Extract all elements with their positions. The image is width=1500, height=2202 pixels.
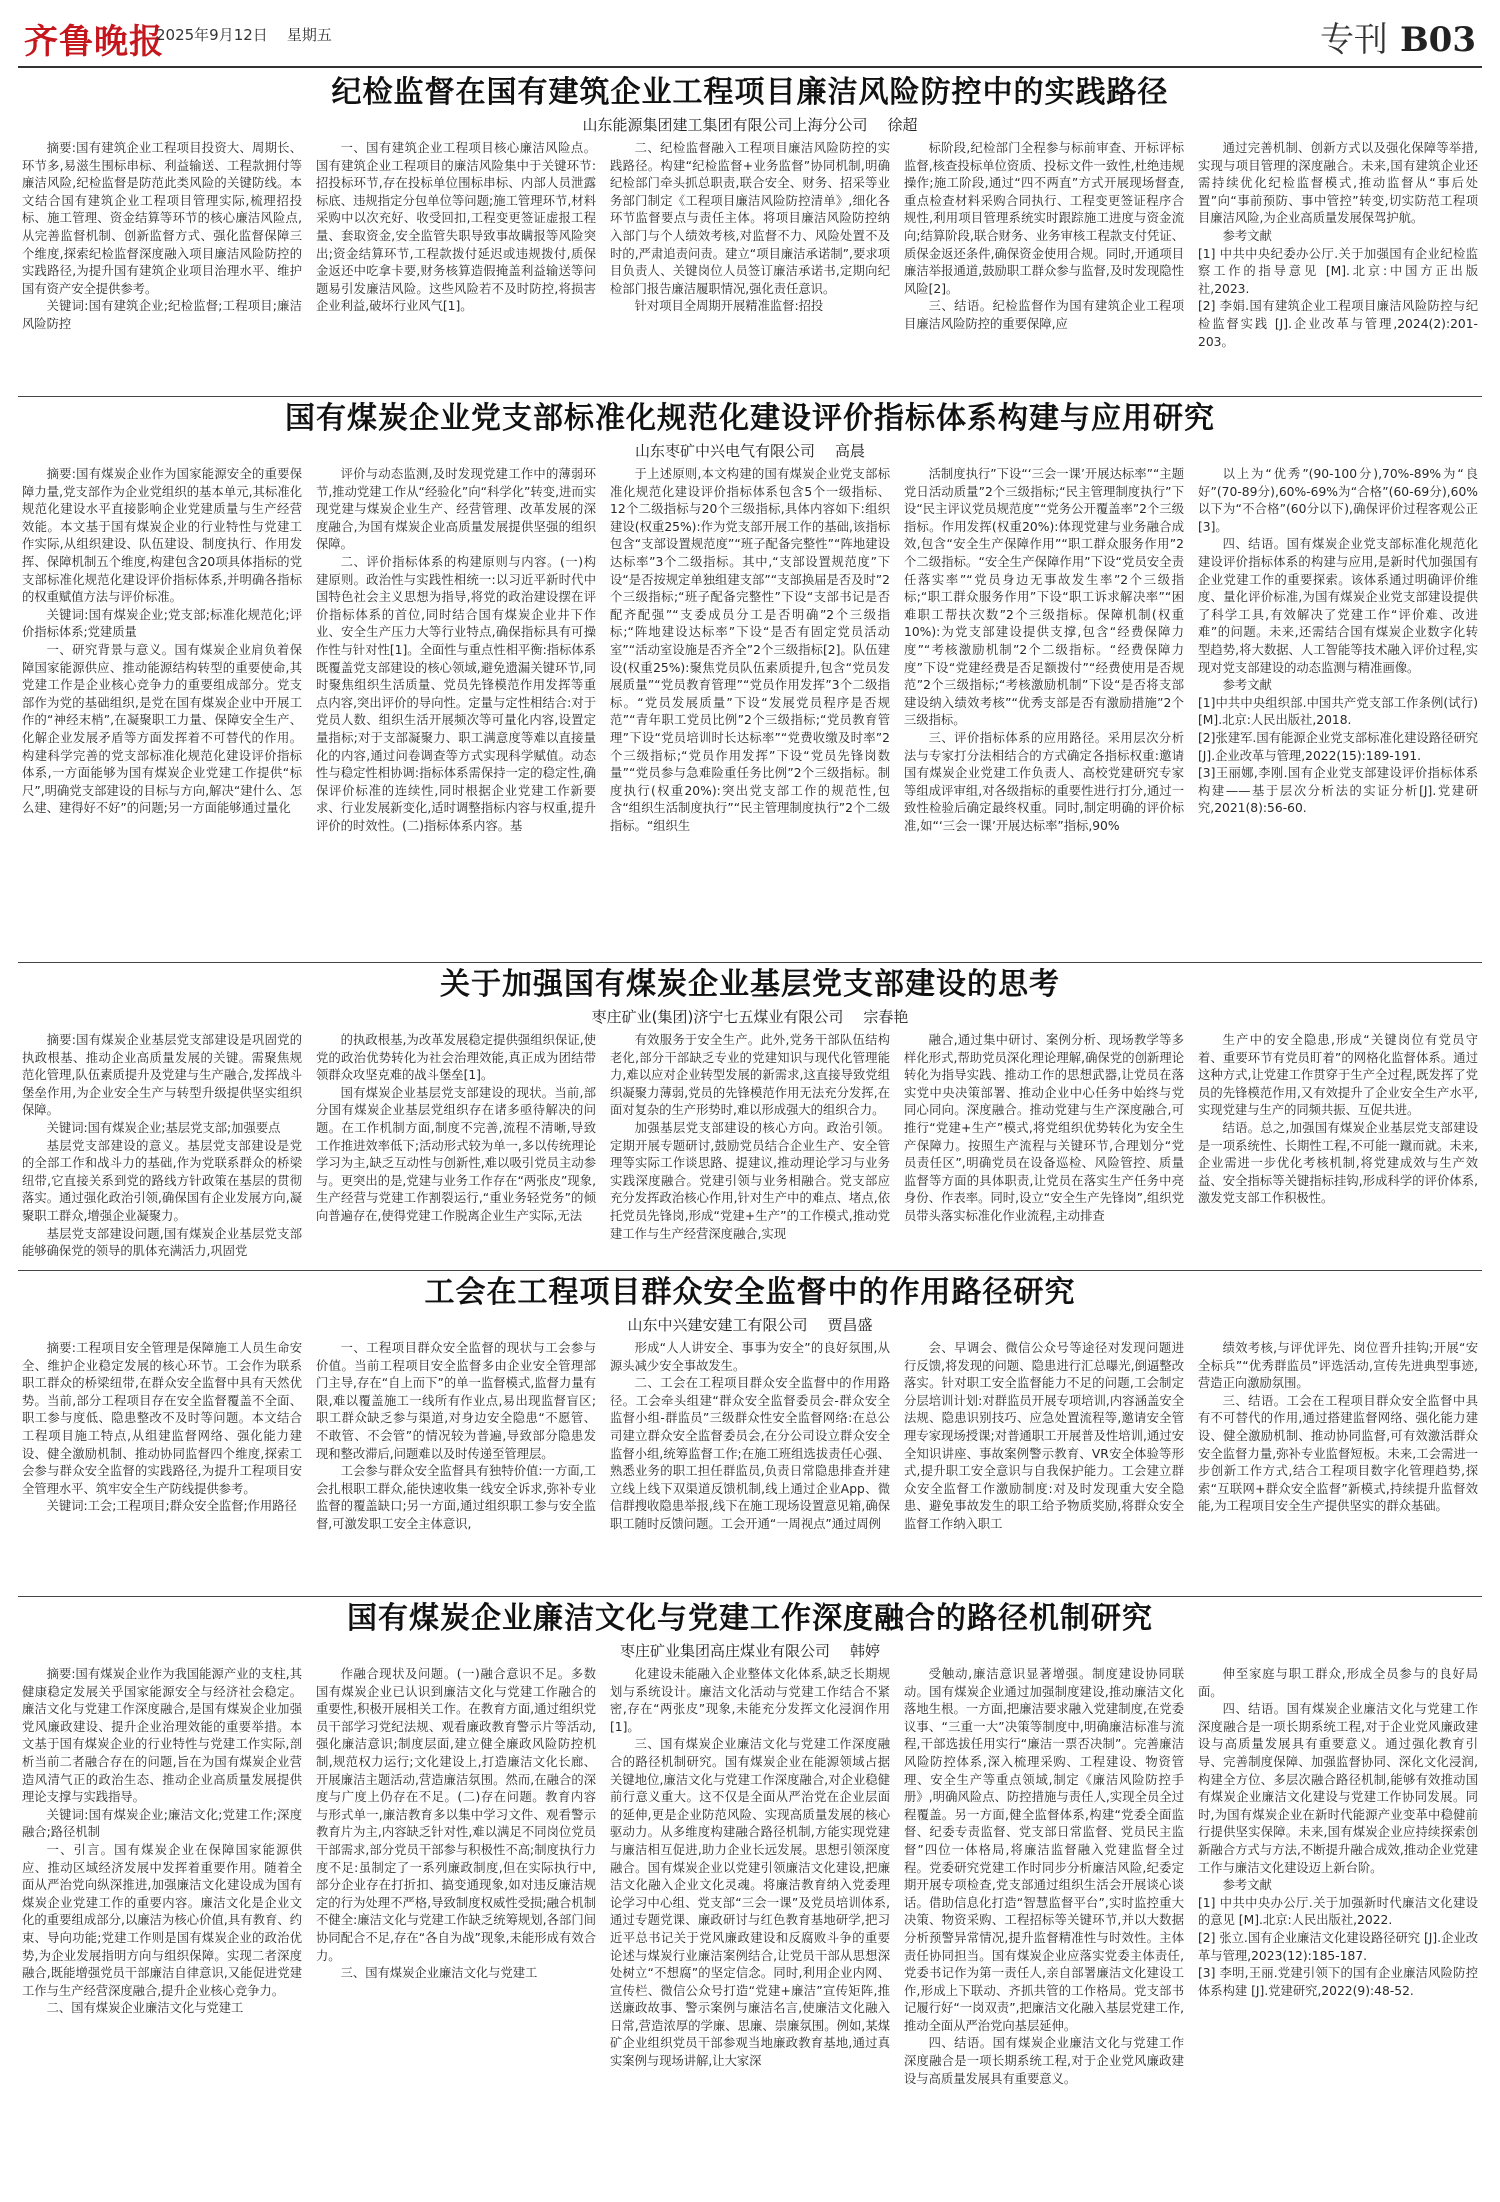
article-title: 国有煤炭企业党支部标准化规范化建设评价指标体系构建与应用研究	[285, 401, 1215, 436]
text-column	[904, 1666, 1184, 2190]
paragraph: 二、国有煤炭企业廉洁文化与党建工	[46, 2001, 244, 2016]
article-byline	[18, 440, 1482, 462]
text-column	[904, 1340, 1184, 1588]
paragraph: 针对项目全周期开展精准监督:招投	[634, 299, 824, 314]
paragraph: [3]王丽娜,李刚.国有企业党支部建设评价指标体系构建——基于层次分析法的实证分析[J].党建研究,2021(8):56-60.	[1198, 766, 1478, 816]
paragraph: 化建设未能融入企业整体文化体系,缺乏长期规划与系统设计。廉洁文化活动与党建工作结合不紧密,存在“两张皮”现象,未能充分发挥文化浸润作用[1]。	[610, 1667, 890, 1734]
author-org: 山东中兴建安建工有限公司	[627, 1316, 808, 1334]
paragraph: 于上述原则,本文构建的国有煤炭企业党支部标准化规范化建设评价指标体系包含5个一级指标、12个二级指标与20个三级指标,具体内容如下:组织建设(权重25%):作为党支部开展工作的基础,该指标包含“支部设置规范度”“班子配备完整性”“阵地建设达标率”3个二级指标。其中,“支部设置规范度”下设“是否按规定单独组建支部”“支部换届是否及时”2个三级指标;“班子配备完整性”下设“支部书记是否配齐配强”“支委成员分工是否明确”2个三级指标;“阵地建设达标率”下设“是否有固定党员活动室”“活动室设施是否齐全”2个三级指标[2]。队伍建设(权重25%):聚焦党员队伍素质提升,包含“党员发展质量”“党员教育管理”“党员作用发挥”3个二级指标。“党员发展质量”下设“发展党员程序是否规范”“青年职工党员比例”2个三级指标;“党员教育管理”下设“党员培训时长达标率”“党费收缴及时率”2个三级指标;“党员作用发挥”下设“党员先锋岗数量”“党员参与急难险重任务比例”2个三级指标。制度执行(权重20%):突出党支部工作的规范性,包含“组织生活制度执行”“民主管理制度执行”2个二级指标。“组织生	[610, 467, 890, 833]
article-4	[18, 1274, 1482, 1592]
article-1	[18, 74, 1482, 392]
paragraph: 摘要:国有建筑企业工程项目投资大、周期长、环节多,易滋生围标串标、利益输送、工程款拥付等廉洁风险,纪检监督是防范此类风险的关键防线。本文结合国有建筑企业工程项目管理实际,梳理招投标、施工管理、资金结算等环节的核心廉洁风险点,从完善监督机制、创新监督方式、强化监督保障三个维度,探索纪检监督深度融入项目廉洁风险防控的实践路径,为提升国有建筑企业项目治理水平、维护国有资产安全提供参考。	[22, 141, 302, 296]
text-column	[22, 140, 302, 388]
paragraph: 摘要:工程项目安全管理是保障施工人员生命安全、维护企业稳定发展的核心环节。工会作为联系职工群众的桥梁纽带,在群众安全监督中具有天然优势。当前,部分工程项目存在安全监督覆盖不全面、职工参与度低、隐患整改不及时等问题。本文结合工程项目施工特点,从组建监督网络、强化能力建设、健全激励机制、推动协同监督四个维度,探索工会参与群众安全监督的实践路径,为提升工程项目安全管理水平、筑牢安全生产防线提供参考。	[22, 1341, 302, 1496]
text-column	[904, 466, 1184, 956]
paragraph: [1] 中共中央办公厅.关于加强新时代廉洁文化建设的意见 [M].北京:人民出版社,2022.	[1198, 1895, 1478, 1928]
text-column	[610, 140, 890, 388]
paragraph: 活制度执行”下设“‘三会一课’开展达标率”“主题党日活动质量”2个三级指标;“民主管理制度执行”下设“民主评议党员规范度”“党务公开覆盖率”2个三级指标。作用发挥(权重20%):体现党建与业务融合成效,包含“安全生产保障作用”“职工群众服务作用”2个二级指标。“安全生产保障作用”下设“党员安全责任落实率”“党员身边无事故发生率”2个三级指标;“职工群众服务作用”下设“职工诉求解决率”“困难职工帮扶次数”2个三级指标。保障机制(权重10%):为党支部建设提供支撑,包含“经费保障力度”“考核激励机制”2个二级指标。“经费保障力度”下设“党建经费是否足额拨付”“经费使用是否规范”2个三级指标;“考核激励机制”下设“是否将支部建设纳入绩效考核”“优秀支部是否有激励措施”2个三级指标。	[904, 467, 1184, 728]
article-5	[18, 1600, 1482, 2194]
paragraph: 融合,通过集中研讨、案例分析、现场教学等多样化形式,帮助党员深化理论理解,确保党的创新理论转化为指导实践、推动工作的思想武器,让党员在落实党中央决策部署、推动企业中心任务中始终与党同心同向。深度融合。推动党建与生产深度融合,可推行“党建+生产”模式,将党组织优势转化为安全生产保障力。按照生产流程与关键环节,合理划分“党员责任区”,明确党员在设备巡检、风险管控、质量监督等方面的具体职责,让党员在落实生产任务中亮身份、作表率。同时,设立“安全生产先锋岗”,组织党员带头落实标准化作业流程,主动排查	[904, 1033, 1184, 1223]
paragraph: [1]中共中央组织部.中国共产党支部工作条例(试行)[M].北京:人民出版社,2018.	[1198, 695, 1478, 728]
article-byline	[18, 114, 1482, 136]
paragraph: 工会参与群众安全监督具有独特价值:一方面,工会扎根职工群众,能快速收集一线安全诉求,弥补专业监督的覆盖缺口;另一方面,通过组织职工参与安全监督,可激发职工安全主体意识,	[316, 1464, 596, 1531]
paragraph: [2] 张立.国有企业廉洁文化建设路径研究 [J].企业改革与管理,2023(12):185-187.	[1198, 1930, 1478, 1963]
text-column	[316, 1032, 596, 1262]
text-column	[1198, 1666, 1478, 2190]
paragraph: 受触动,廉洁意识显著增强。制度建设协同联动。国有煤炭企业通过加强制度建设,推动廉洁文化落地生根。一方面,把廉洁要求融入党建制度,在党委议事、“三重一大”决策等制度中,明确廉洁标准与流程,干部选拔任用实行“廉洁一票否决制”。完善廉洁风险防控体系,深入梳理采购、工程建设、物资管理、安全生产等重点领域,制定《廉洁风险防控手册》,明确风险点、防控措施与责任人,实现全员全过程覆盖。另一方面,健全监督体系,构建“党委全面监督、纪委专责监督、党支部日常监督、党员民主监督”四位一体格局,将廉洁监督融入党建监督全过程。党委研究党建工作时同步分析廉洁风险,纪委定期开展专项检查,党支部通过组织生活会开展谈心谈话。借助信息化打造“智慧监督平台”,实时监控重大决策、物资采购、工程招标等关键环节,并以大数据分析预警异常情况,提升监督精准性与时效性。主体责任协同担当。国有煤炭企业应落实党委主体责任,党委书记作为第一责任人,亲自部署廉洁文化建设工作,形成上下联动、齐抓共管的工作格局。党支部书记履行好“一岗双责”,把廉洁文化融入基层党建工作,推动全面从严治党向基层延伸。	[904, 1667, 1184, 2033]
article-title: 工会在工程项目群众安全监督中的作用路径研究	[424, 1275, 1076, 1310]
author-org: 山东能源集团建工集团有限公司上海分公司	[582, 116, 868, 134]
paragraph: 生产中的安全隐患,形成“关键岗位有党员守着、重要环节有党员盯着”的网格化监督体系。通过这种方式,让党建工作贯穿于生产全过程,既发挥了党员的先锋模范作用,又有效提升了企业安全生产水平,实现党建与生产的同频共振、互促共进。	[1198, 1033, 1478, 1118]
text-column	[1198, 140, 1478, 388]
paragraph: 二、纪检监督融入工程项目廉洁风险防控的实践路径。构建“纪检监督+业务监督”协同机制,明确纪检部门牵头抓总职责,联合安全、财务、招采等业务部门制定《工程项目廉洁风险防控清单》,细化各环节监督要点与责任主体。将项目廉洁风险防控纳入部门与个人绩效考核,对监督不力、风险处置不及时的,严肃追责问责。建立“项目廉洁承诺制”,要求项目负责人、关键岗位人员签订廉洁承诺书,定期向纪检部门报告廉洁履职情况,强化责任意识。	[610, 141, 890, 296]
text-column	[22, 466, 302, 956]
article-divider	[18, 396, 1482, 397]
author-name: 高晨	[835, 442, 866, 460]
paragraph: 结语。总之,加强国有煤炭企业基层党支部建设是一项系统性、长期性工程,不可能一蹴而就。未来,企业需进一步优化考核机制,将党建成效与生产效益、安全指标等关键指标挂钩,形成科学的评价体系,激发党支部工作积极性。	[1198, 1120, 1478, 1206]
article-title: 纪检监督在国有建筑企业工程项目廉洁风险防控中的实践路径	[331, 75, 1169, 110]
dateline	[156, 24, 332, 45]
text-column	[316, 140, 596, 388]
issue-weekday: 星期五	[286, 26, 332, 44]
paragraph: 一、工程项目群众安全监督的现状与工会参与价值。当前工程项目安全监督多由企业安全管理部门主导,存在“自上而下”的单一监督模式,监督力量有限,难以覆盖施工一线所有作业点,易出现监督盲区;职工群众缺乏参与渠道,对身边安全隐患“不愿管、不敢管、不会管”的情况较为普遍,导致部分隐患发现和整改滞后,问题难以及时传递至管理层。	[316, 1341, 596, 1461]
paragraph: 二、工会在工程项目群众安全监督中的作用路径。工会牵头组建“群众安全监督委员会-群众安全监督小组-群监员”三级群众性安全监督网络:在总公司建立群众安全监督委员会,在分公司设立群众安全监督小组,统筹监督工作;在施工班组选拔责任心强、熟悉业务的职工担任群监员,负责日常隐患排查并建立线上线下双渠道反馈机制,线上通过企业App、微信群搜收隐患举报,线下在施工现场设置意见箱,确保职工随时反馈问题。工会开通“一周视点”通过周例	[610, 1376, 890, 1531]
paragraph: 参考文献	[1222, 678, 1272, 693]
text-column	[610, 1032, 890, 1262]
paragraph: [2]张建军.国有能源企业党支部标准化建设路径研究[J].企业改革与管理,2022(15):189-191.	[1198, 730, 1478, 763]
paragraph: 基层党支部建设的意义。基层党支部建设是党的全部工作和战斗力的基础,作为党联系群众的桥梁纽带,它直接关系到党的路线方针政策在基层的贯彻落实。通过强化政治引领,确保国有企业发展方向,凝聚职工群众,增强企业凝聚力。	[22, 1138, 302, 1223]
text-column	[610, 466, 890, 956]
paragraph: 的执政根基,为改革发展稳定提供强组织保证,使党的政治优势转化为社会治理效能,真正成为团结带领群众攻坚克难的战斗堡垒[1]。	[316, 1033, 596, 1083]
newspaper-logo: 齐鲁晚报	[24, 22, 164, 62]
article-title: 国有煤炭企业廉洁文化与党建工作深度融合的路径机制研究	[347, 1601, 1153, 1636]
article-divider	[18, 1270, 1482, 1271]
text-column	[1198, 1340, 1478, 1588]
article-divider	[18, 962, 1482, 963]
paragraph: 关键词:国有建筑企业;纪检监督;工程项目;廉洁风险防控	[22, 299, 302, 331]
text-column	[22, 1032, 302, 1262]
paragraph: 一、国有建筑企业工程项目核心廉洁风险点。国有建筑企业工程项目的廉洁风险集中于关键环节:招投标环节,存在投标单位围标串标、内部人员泄露标底、违规指定分包单位等问题;施工管理环节,材料采购中以次充好、收受回扣,工程变更签证虚报工程量、套取资金,安全监管失职导致事故瞒报等风险突出;资金结算环节,工程款拨付延迟或违规拨付,质保金返还中吃拿卡要,财务核算造假掩盖利益输送等问题易引发廉洁风险。这些风险若不及时防控,将损害企业利益,破坏行业风气[1]。	[316, 141, 596, 314]
text-column	[22, 1340, 302, 1588]
paragraph: 作融合现状及问题。(一)融合意识不足。多数国有煤炭企业已认识到廉洁文化与党建工作融合的重要性,积极开展相关工作。在教育方面,通过组织党员干部学习党纪法规、观看廉政教育警示片等活动,强化廉洁意识;制度层面,建立健全廉政风险防控机制,规范权力运行;文化建设上,打造廉洁文化长廊、开展廉洁主题活动,营造廉洁氛围。然而,在融合的深度与广度上仍存在不足。(二)存在问题。教育内容与形式单一,廉洁教育多以集中学习文件、观看警示教育片为主,内容缺乏针对性,难以满足不同岗位党员干部需求,部分党员干部参与积极性不高;制度执行力度不足:虽制定了一系列廉政制度,但在实际执行中,部分企业存在打折扣、搞变通现象,如对违反廉洁规定的行为处理不严格,导致制度权威性受损;融合机制不健全:廉洁文化与党建工作缺乏统筹规划,各部门间协同配合不足,存在“各自为战”现象,未能形成有效合力。	[316, 1667, 596, 1963]
text-column	[1198, 1032, 1478, 1262]
text-column	[316, 1340, 596, 1588]
issue-date: 2025年9月12日	[156, 26, 268, 44]
paragraph: 关键词:国有煤炭企业;廉洁文化;党建工作;深度融合;路径机制	[22, 1807, 302, 1840]
author-name: 韩婷	[850, 1642, 881, 1660]
paragraph: [2] 李娟.国有建筑企业工程项目廉洁风险防控与纪检监督实践 [J].企业改革与管理,2024(2):201-203。	[1198, 299, 1478, 349]
text-column	[904, 140, 1184, 388]
paragraph: 有效服务于安全生产。此外,党务干部队伍结构老化,部分干部缺乏专业的党建知识与现代化管理能力,难以应对企业转型发展的新需求,这直接导致党组织凝聚力薄弱,党员的先锋模范作用无法充分发挥,在面对复杂的生产形势时,难以形成强大的组织合力。	[610, 1033, 890, 1118]
text-column	[610, 1666, 890, 2190]
section-header	[1320, 12, 1476, 61]
paragraph: [1] 中共中央纪委办公厅.关于加强国有企业纪检监察工作的指导意见 [M].北京:中国方正出版社,2023.	[1198, 246, 1478, 296]
article-body	[18, 1666, 1482, 2190]
author-name: 贾昌盛	[827, 1316, 873, 1334]
paragraph: 伸至家庭与职工群众,形成全员参与的良好局面。	[1198, 1667, 1478, 1699]
paragraph: 参考文献	[1222, 1878, 1272, 1893]
paragraph: 形成“人人讲安全、事事为安全”的良好氛围,从源头减少安全事故发生。	[610, 1341, 890, 1373]
article-body	[18, 1032, 1482, 1262]
article-byline	[18, 1006, 1482, 1028]
paragraph: 国有煤炭企业基层党支部建设的现状。当前,部分国有煤炭企业基层党组织存在诸多亟待解决的问题。在工作机制方面,制度不完善,流程不清晰,导致工作推进效率低下;活动形式较为单一,多以传统理论学习为主,缺乏互动性与创新性,难以吸引党员主动参与。更突出的是,党建与业务工作存在“两张皮”现象,生产经营与党建工作割裂运行,“重业务轻党务”的倾向普遍存在,使得党建工作脱离企业生产实际,无法	[316, 1085, 596, 1223]
page-number: B03	[1399, 20, 1476, 60]
text-column	[316, 466, 596, 956]
paragraph: 关键词:国有煤炭企业;党支部;标准化规范化;评价指标体系;党建质量	[22, 607, 302, 640]
article-2	[18, 400, 1482, 960]
paragraph: 参考文献	[1222, 228, 1272, 243]
author-org: 枣庄矿业集团高庄煤业有限公司	[619, 1642, 830, 1660]
author-org: 枣庄矿业(集团)济宁七五煤业有限公司	[591, 1008, 844, 1026]
text-column	[904, 1032, 1184, 1262]
article-divider	[18, 1596, 1482, 1597]
paragraph: 三、国有煤炭企业廉洁文化与党建工	[340, 1966, 538, 1981]
paragraph: [3] 李明,王丽.党建引领下的国有企业廉洁风险防控体系构建 [J].党建研究,2022(9):48-52.	[1198, 1966, 1478, 1998]
article-body	[18, 1340, 1482, 1588]
paragraph: 三、结语。纪检监督作为国有建筑企业工程项目廉洁风险防控的重要保障,应	[904, 299, 1184, 331]
paragraph: 基层党支部建设问题,国有煤炭企业基层党支部能够确保党的领导的肌体充满活力,巩固党	[22, 1226, 302, 1259]
text-column	[316, 1666, 596, 2190]
article-3	[18, 966, 1482, 1266]
paragraph: 摘要:国有煤炭企业基层党支部建设是巩固党的执政根基、推动企业高质量发展的关键。需聚焦规范化管理,队伍素质提升及党建与生产融合,发挥战斗堡垒作用,为企业安全生产与转型升级提供坚实组织保障。	[22, 1033, 302, 1118]
paragraph: 以上为“优秀”(90-100分),70%-89%为“良好”(70-89分),60%-69%为“合格”(60-69分),60%以下为“不合格”(60分以下),确保评价过程客观公正[3]。	[1198, 467, 1478, 534]
article-byline	[18, 1640, 1482, 1662]
paragraph: 会、早调会、微信公众号等途径对发现问题进行反馈,将发现的问题、隐患进行汇总曝光,倒逼整改落实。针对职工安全监督能力不足的问题,工会制定分层培训计划:对群监员开展专项培训,内容涵盖安全法规、隐患识别技巧、应急处置流程等,邀请安全管理专家现场授课;对普通职工开展普及性培训,通过安全知识讲座、事故案例警示教育、VR安全体验等形式,提升职工安全意识与自我保护能力。工会建立群众安全监督工作激励制度:对及时发现重大安全隐患、避免事故发生的职工给予物质奖励,将群众安全监督工作纳入职工	[904, 1341, 1184, 1531]
paragraph: 一、研究背景与意义。国有煤炭企业肩负着保障国家能源供应、推动能源结构转型的重要使命,其党建工作是企业核心竞争力的重要组成部分。党支部作为党的基础组织,是党在国有煤炭企业中开展工作的“神经末梢”,在凝聚职工力量、保障安全生产、化解企业发展矛盾等方面发挥着不可替代的作用。构建科学完善的党支部标准化规范化建设评价指标体系,一方面能够为国有煤炭企业党建工作提供“标尺”,明确党支部建设的目标与方向,解决“建什么、怎么建、建得好不好”的问题;另一方面能够通过量化	[22, 642, 302, 816]
text-column	[22, 1666, 302, 2190]
article-body	[18, 140, 1482, 388]
paragraph: 标阶段,纪检部门全程参与标前审查、开标评标监督,核查投标单位资质、投标文件一致性,杜绝违规操作;施工阶段,通过“四不两直”方式开展现场督查,重点检查材料采购合同执行、工程变更签证程序合规性,利用项目管理系统实时跟踪施工进度与资金流向;结算阶段,联合财务、业务审核工程款支付凭证、质保金返还条件,确保资金使用合规。同时,开通项目廉洁举报通道,鼓励职工群众参与监督,及时发现隐性风险[2]。	[904, 141, 1184, 296]
section-name: 专刊	[1319, 20, 1388, 60]
paragraph: 评价与动态监测,及时发现党建工作中的薄弱环节,推动党建工作从“经验化”向“科学化”转变,进而实现党建与煤炭企业生产、经营管理、改革发展的深度融合,为国有煤炭企业高质量发展提供坚强的组织保障。	[316, 467, 596, 552]
masthead	[18, 8, 1482, 68]
paragraph: 关键词:工会;工程项目;群众安全监督;作用路径	[46, 1499, 297, 1514]
paragraph: 三、国有煤炭企业廉洁文化与党建工作深度融合的路径机制研究。国有煤炭企业在能源领域占据关键地位,廉洁文化与党建工作深度融合,对企业稳健前行意义重大。这不仅是全面从严治党在企业层面的延伸,更是企业防范风险、实现高质量发展的核心驱动力。从多维度构建融合路径机制,方能实现党建与廉洁相互促进,助力企业长远发展。思想引领深度融合。国有煤炭企业以党建引领廉洁文化建设,把廉洁文化融入企业文化灵魂。将廉洁教育纳入党委理论学习中心组、党支部“三会一课”及党员培训体系,通过专题党课、廉政研讨与红色教育基地研学,把习近平总书记关于党风廉政建设和反腐败斗争的重要论述与煤炭行业廉洁案例结合,让党员干部从思想深处树立“不想腐”的坚定信念。同时,利用企业内网、宣传栏、微信公众号打造“党建+廉洁”宣传矩阵,推送廉政故事、警示案例与廉洁名言,使廉洁文化融入日常,营造浓厚的学廉、思廉、崇廉氛围。例如,某煤矿企业组织党员干部参观当地廉政教育基地,通过真实案例与现场讲解,让大家深	[610, 1737, 890, 2069]
paragraph: 四、结语。国有煤炭企业党支部标准化规范化建设评价指标体系的构建与应用,是新时代加强国有企业党建工作的重要探索。该体系通过明确评价维度、量化评价标准,为国有煤炭企业党支部建设提供了科学工具,有效解决了党建工作“评价难、改进难”的问题。未来,还需结合国有煤炭企业数字化转型趋势,将大数据、人工智能等技术融入评价过程,实现对党支部建设的动态监测与精准画像。	[1198, 537, 1478, 675]
author-name: 宗春艳	[863, 1008, 909, 1026]
paragraph: 二、评价指标体系的构建原则与内容。(一)构建原则。政治性与实践性相统一:以习近平新时代中国特色社会主义思想为指导,将党的政治建设摆在评价指标体系的首位,同时结合国有煤炭企业井下作业、安全生产压力大等行业特点,确保指标具有可操作性与针对性[1]。全面性与重点性相平衡:指标体系既覆盖党支部建设的核心领域,避免遗漏关键环节,同时聚焦组织生活质量、党员先锋模范作用发挥等重点内容,突出评价的导向性。定量与定性相结合:对于党员人数、组织生活开展频次等可量化内容,设置定量指标;对于支部凝聚力、职工满意度等难以直接量化的内容,通过问卷调查等方式实现科学赋值。动态性与稳定性相协调:指标体系需保持一定的稳定性,确保评价标准的连续性,同时根据企业党建工作新要求、行业发展新变化,适时调整指标内容与权重,提升评价的时效性。(二)指标体系内容。基	[316, 554, 596, 833]
paragraph: 摘要:国有煤炭企业作为国家能源安全的重要保障力量,党支部作为企业党组织的基本单元,其标准化规范化建设水平直接影响企业党建质量与生产经营效能。本文基于国有煤炭企业的行业特性与党建工作实际,从组织建设、队伍建设、制度执行、作用发挥、保障机制五个维度,构建包含20项具体指标的党支部标准化规范化建设评价指标体系,并明确各指标的权重赋值方法与评价标准。	[22, 467, 302, 605]
paragraph: 通过完善机制、创新方式以及强化保障等举措,实现与项目管理的深度融合。未来,国有建筑企业还需持续优化纪检监督模式,推动监督从“事后处置”向“事前预防、事中管控”转变,切实防范工程项目廉洁风险,为企业高质量发展保驾护航。	[1198, 141, 1478, 226]
article-byline	[18, 1314, 1482, 1336]
paragraph: 摘要:国有煤炭企业作为我国能源产业的支柱,其健康稳定发展关乎国家能源安全与经济社会稳定。廉洁文化与党建工作深度融合,是国有煤炭企业加强党风廉政建设、提升企业治理效能的重要举措。本文基于国有煤炭企业的行业特性与党建工作实际,剖析当前二者融合存在的问题,旨在为国有煤炭企业营造风清气正的政治生态、推动企业高质量发展提供理论支撑与实践指导。	[22, 1667, 302, 1805]
article-body	[18, 466, 1482, 956]
paragraph: 一、引言。国有煤炭企业在保障国家能源供应、推动区域经济发展中发挥着重要作用。随着全面从严治党向纵深推进,加强廉洁文化建设成为国有煤炭企业党建工作的重要内容。廉洁文化是企业文化的重要组成部分,以廉洁为核心价值,具有教育、约束、导向功能;党建工作则是国有煤炭企业的政治优势,为企业发展指明方向与组织保障。实现二者深度融合,既能增强党员干部廉洁自律意识,又能促进党建工作与生产经营深度融合,提升企业核心竞争力。	[22, 1842, 302, 1998]
paragraph: 关键词:国有煤炭企业;基层党支部;加强要点	[46, 1120, 281, 1135]
paragraph: 四、结语。国有煤炭企业廉洁文化与党建工作深度融合是一项长期系统工程,对于企业党风廉政建设与高质量发展具有重要意义。通过强化教育引导、完善制度保障、加强监督协同、深化文化浸润,构建全方位、多层次融合路径机制,能够有效推动国有煤炭企业廉洁文化建设与党建工作协同发展。同时,为国有煤炭企业在新时代能源产业变革中稳健前行提供坚实保障。未来,国有煤炭企业应持续探索创新融合方式与方法,不断提升融合成效,推动企业党建工作与廉洁文化建设迈上新台阶。	[1198, 1702, 1478, 1875]
paragraph: 绩效考核,与评优评先、岗位晋升挂钩;开展“安全标兵”“优秀群监员”评选活动,宣传先进典型事迹,营造正向激励氛围。	[1198, 1341, 1478, 1391]
paragraph: 加强基层党支部建设的核心方向。政治引领。定期开展专题研讨,鼓励党员结合企业生产、安全管理等实际工作谈思路、提建议,推动理论学习与业务实践深度融合。党建引领与业务相融合。党支部应充分发挥政治核心作用,针对生产中的难点、堵点,依托党员先锋岗,形成“党建+生产”的工作模式,推动党建工作与生产经营深度融合,实现	[610, 1120, 890, 1241]
newspaper-page	[18, 8, 1482, 2194]
paragraph: 三、评价指标体系的应用路径。采用层次分析法与专家打分法相结合的方式确定各指标权重:邀请国有煤炭企业党建工作负责人、高校党建研究专家等组成评审组,对各级指标的重要性进行打分,通过一致性检验后确定最终权重。同时,制定明确的评价标准,如“‘三会一课’开展达标率”指标,90%	[904, 730, 1184, 833]
text-column	[610, 1340, 890, 1588]
author-org: 山东枣矿中兴电气有限公司	[634, 442, 815, 460]
text-column	[1198, 466, 1478, 956]
author-name: 徐超	[887, 116, 918, 134]
paragraph: 四、结语。国有煤炭企业廉洁文化与党建工作深度融合是一项长期系统工程,对于企业党风廉政建设与高质量发展具有重要意义。	[904, 2036, 1184, 2086]
article-title: 关于加强国有煤炭企业基层党支部建设的思考	[440, 967, 1060, 1002]
paragraph: 三、结语。工会在工程项目群众安全监督中具有不可替代的作用,通过搭建监督网络、强化能力建设、健全激励机制、推动协同监督,可有效激活群众安全监督力量,弥补专业监督短板。未来,工会需进一步创新工作方式,结合工程项目数字化管理趋势,探索“互联网+群众安全监督”新模式,持续提升监督效能,为工程项目安全生产提供坚实的群众基础。	[1198, 1393, 1478, 1514]
